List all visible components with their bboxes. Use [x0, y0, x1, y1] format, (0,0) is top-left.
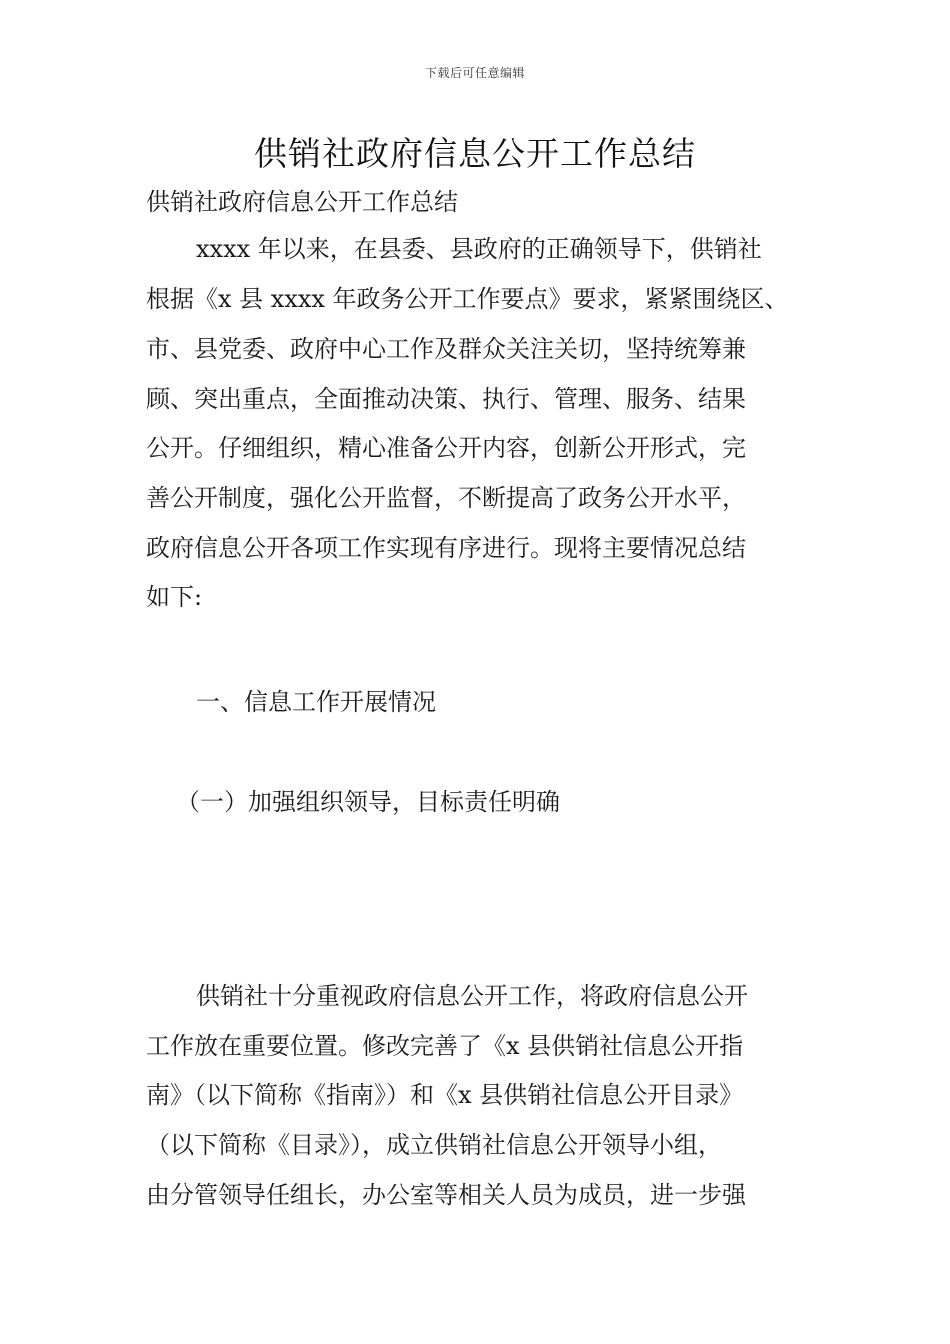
paragraph1-line: 市、县党委、政府中心工作及群众关注关切，坚持统筹兼: [146, 335, 746, 363]
header-note: 下载后可任意编辑: [424, 66, 525, 80]
paragraph2-line: （以下简称《目录》），成立供销社信息公开领导小组，: [146, 1131, 722, 1159]
subsection-heading: （一）加强组织领导，目标责任明确: [176, 788, 560, 816]
document-title: 供销社政府信息公开工作总结: [254, 134, 696, 173]
paragraph1-line: 如下:: [146, 583, 203, 611]
paragraph1-line: 公开。仔细组织，精心准备公开内容，创新公开形式，完: [146, 434, 746, 462]
document-subtitle: 供销社政府信息公开工作总结: [146, 188, 458, 216]
paragraph1-line: 政府信息公开各项工作实现有序进行。现将主要情况总结: [146, 534, 746, 562]
paragraph1-line: xxxx 年以来，在县委、县政府的正确领导下，供销社: [196, 235, 762, 263]
paragraph2-line: 由分管领导任组长，办公室等相关人员为成员，进一步强: [146, 1181, 746, 1209]
paragraph1-line: 善公开制度，强化公开监督，不断提高了政务公开水平，: [146, 484, 746, 512]
paragraph2-line: 工作放在重要位置。修改完善了《x 县供销社信息公开指: [146, 1032, 744, 1060]
paragraph2-line: 南》（以下简称《指南》）和《x 县供销社信息公开目录》: [146, 1081, 744, 1109]
section-heading: 一、信息工作开展情况: [196, 688, 436, 716]
paragraph1-line: 顾、突出重点，全面推动决策、执行、管理、服务、结果: [146, 385, 746, 413]
paragraph1-line: 根据《x 县 xxxx 年政务公开工作要点》要求，紧紧围绕区、: [146, 285, 789, 313]
paragraph2-line: 供销社十分重视政府信息公开工作，将政府信息公开: [196, 982, 748, 1010]
